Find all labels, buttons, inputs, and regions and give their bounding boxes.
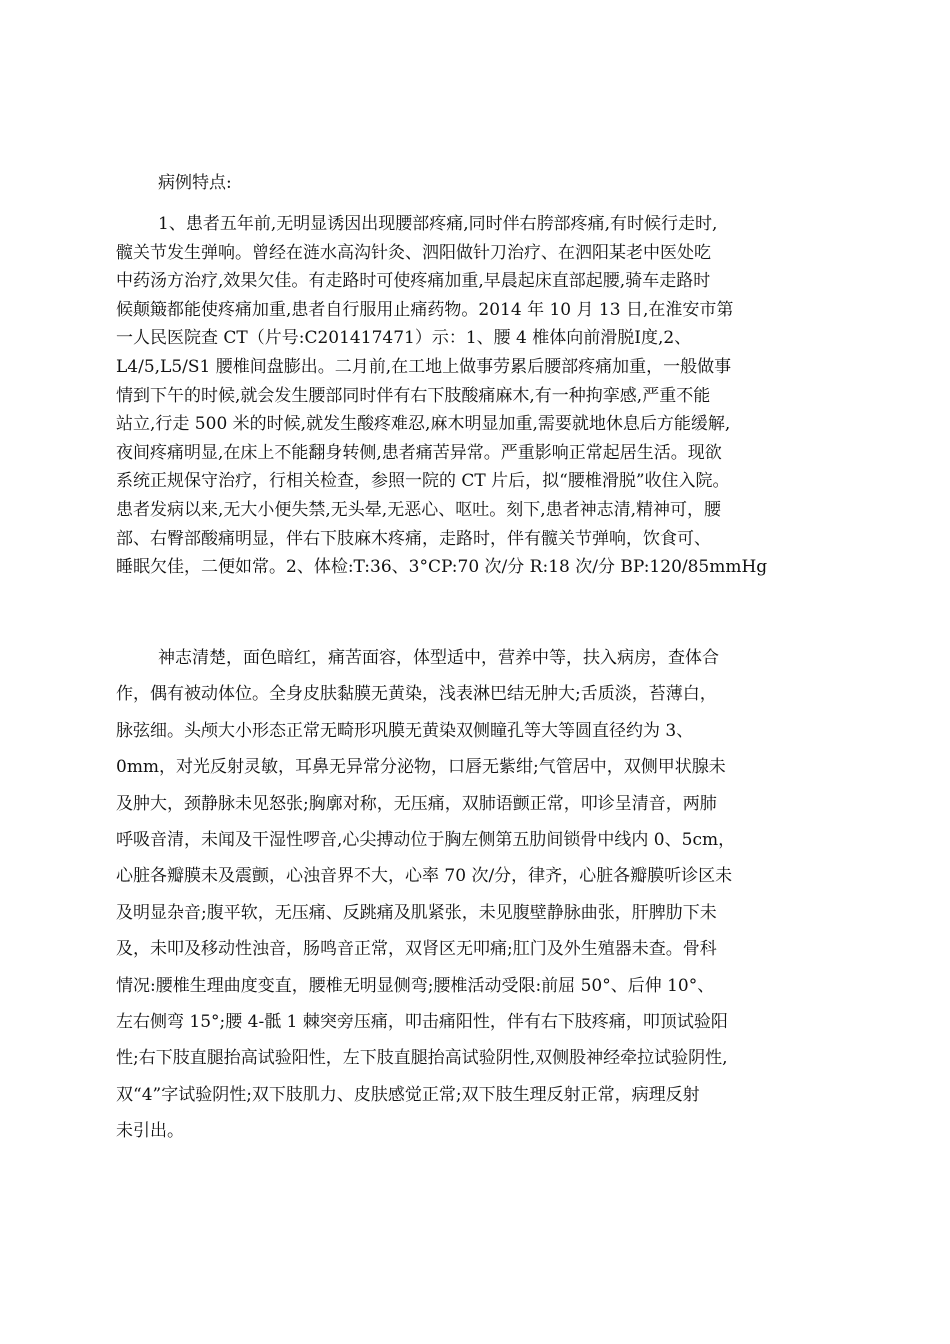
text-line: 中药汤方治疗,效果欠佳。有走路时可使疼痛加重,早晨起床直部起腰,骑车走路时 [116, 271, 711, 292]
text-line: 候颠簸都能使疼痛加重,患者自行服用止痛药物。2014 年 10 月 13 日,在淮安市第 [116, 299, 734, 320]
text-line: 睡眠欠佳，二便如常。2、体检:T:36、3°CP:70 次/分 R:18 次/分 BP:120/85mmHg [116, 557, 768, 578]
text-line: 髋关节发生弹响。曾经在涟水高沟针灸、泗阳做针刀治疗、在泗阳某老中医处吃 [116, 242, 711, 263]
paragraph-exam [116, 640, 860, 1149]
text-line: 神志清楚，面色暗红，痛苦面容，体型适中，营养中等，扶入病房，查体合 [158, 648, 719, 668]
text-line: 心脏各瓣膜未及震颤，心浊音界不大，心率 70 次/分，律齐，心脏各瓣膜听诊区未 [116, 866, 733, 887]
text-line: 系统正规保守治疗，行相关检查，参照一院的 CT 片后，拟“腰椎滑脱”收住入院。 [116, 471, 730, 492]
text-line: 呼吸音清，未闻及干湿性啰音,心尖搏动位于胸左侧第五肋间锁骨中线内 0、5cm， [116, 829, 736, 850]
paragraph-history [116, 210, 860, 582]
text-line: 夜间疼痛明显,在床上不能翻身转侧,患者痛苦异常。严重影响正常起居生活。现欲 [116, 442, 722, 463]
text-line: 及，未叩及移动性浊音，肠鸣音正常，双肾区无叩痛;肛门及外生殖器未查。骨科 [116, 939, 717, 960]
text-line: 一人民医院查 CT（片号:C201417471）示：1、腰 4 椎体向前滑脱Ⅰ度,2、 [116, 328, 692, 349]
section-heading: 病例特点: [158, 173, 232, 193]
text-line: 作，偶有被动体位。全身皮肤黏膜无黄染，浅表淋巴结无肿大;舌质淡，苔薄白， [116, 684, 717, 705]
text-line: 情况:腰椎生理曲度变直，腰椎无明显侧弯;腰椎活动受限:前屈 50°、后伸 10°、 [116, 975, 715, 996]
text-line: 脉弦细。头颅大小形态正常无畸形巩膜无黄染双侧瞳孔等大等圆直径约为 3、 [116, 720, 694, 741]
text-line: 及肿大，颈静脉未见怒张;胸廓对称，无压痛，双肺语颤正常，叩诊呈清音，两肺 [116, 793, 717, 814]
text-line: 部、右臀部酸痛明显，伴右下肢麻木疼痛，走路时，伴有髋关节弹响，饮食可、 [116, 528, 711, 549]
text-line: 患者发病以来,无大小便失禁,无头晕,无恶心、呕吐。刻下,患者神志清,精神可，腰 [116, 499, 722, 520]
text-line: 情到下午的时候,就会发生腰部同时伴有右下肢酸痛麻木,有一种拘挛感,严重不能 [116, 385, 711, 406]
text-line: 0mm，对光反射灵敏，耳鼻无异常分泌物，口唇无紫绀;气管居中，双侧甲状腺未 [116, 757, 726, 778]
text-line: 1、患者五年前,无明显诱因出现腰部疼痛,同时伴右胯部疼痛,有时候行走时, [158, 214, 718, 234]
text-line: 左右侧弯 15°;腰 4-骶 1 棘突旁压痛，叩击痛阳性，伴有右下肢疼痛，叩顶试验阳 [116, 1011, 728, 1032]
text-line: 及明显杂音;腹平软，无压痛、反跳痛及肌紧张，未见腹壁静脉曲张，肝脾肋下未 [116, 902, 717, 923]
text-line: 双“4”字试验阴性;双下肢肌力、皮肤感觉正常;双下肢生理反射正常，病理反射 [116, 1084, 700, 1105]
text-line: 未引出。 [116, 1121, 184, 1142]
text-line: 站立,行走 500 米的时候,就发生酸疼难忍,麻木明显加重,需要就地休息后方能缓解, [116, 414, 731, 435]
text-line: 性;右下肢直腿抬高试验阳性，左下肢直腿抬高试验阴性,双侧股神经牵拉试验阴性, [116, 1048, 728, 1069]
text-line: L4/5,L5/S1 腰椎间盘膨出。二月前,在工地上做事劳累后腰部疼痛加重，一般做事 [116, 356, 732, 377]
